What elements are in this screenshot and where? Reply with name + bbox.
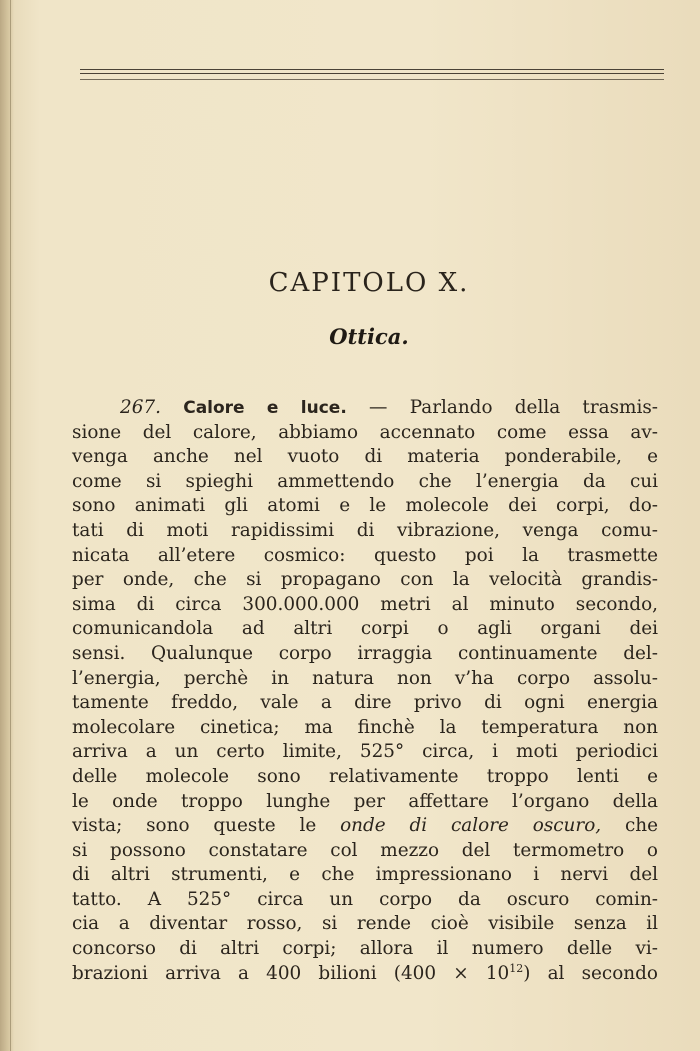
text-line: concorso di altri corpi; allora il numero delle vi-: [72, 938, 658, 960]
text-line: tamente freddo, vale a dire privo di ogni energia: [72, 692, 658, 714]
text-segment: vista; sono queste le: [72, 815, 341, 837]
text-line: sensi. Qualunque corpo irraggia continuamente del-: [72, 642, 658, 664]
section-title: Ottica.: [329, 324, 409, 349]
text-line: cia a diventar rosso, si rende cioè visibile senza il: [72, 913, 658, 935]
text-line: tatto. A 525° circa un corpo da oscuro comin-: [72, 888, 658, 910]
text-line: come si spieghi ammettendo che l’energia da cui: [72, 470, 658, 492]
text-line: venga anche nel vuoto di materia ponderabile, e: [72, 446, 658, 468]
italic-term: onde di calore oscuro,: [340, 815, 602, 837]
text-line: molecolare cinetica; ma finchè la temperatura non: [72, 716, 658, 738]
text-segment: — Parlando della trasmis-: [346, 397, 658, 418]
text-line: nicata all’etere cosmico: questo poi la trasmette: [72, 544, 658, 566]
text-segment: brazioni arriva a 400 bilioni (400 × 10: [72, 962, 510, 984]
text-line: delle molecole sono relativamente troppo lenti e: [72, 765, 658, 787]
text-line: sione del calore, abbiamo accennato come essa av-: [72, 421, 658, 443]
paragraph-number: 267.: [120, 397, 161, 418]
body-paragraph: [72, 396, 658, 986]
chapter-title: CAPITOLO X.: [268, 268, 470, 298]
text-line: tati di moti rapidissimi di vibrazione, venga comu-: [72, 519, 658, 541]
text-segment: che: [601, 815, 659, 837]
binding-edge-line: [10, 0, 11, 1051]
paragraph-heading: Calore e luce.: [183, 398, 347, 418]
text-line: per onde, che si propagano con la velocità grandis-: [72, 569, 658, 591]
text-line: [72, 396, 658, 421]
exponent: 12: [509, 961, 524, 975]
text-line: di altri strumenti, e che impressionano i nervi del: [72, 864, 658, 886]
text-line: comunicandola ad altri corpi o agli organi dei: [72, 618, 658, 640]
header-rule-top: [80, 69, 664, 70]
header-rule-middle: [80, 73, 664, 74]
text-segment: ) al secondo: [523, 962, 658, 984]
text-line: [72, 814, 658, 839]
text-line: sono animati gli atomi e le molecole dei corpi, do-: [72, 495, 658, 517]
text-line: l’energia, perchè in natura non v’ha corpo assolu-: [72, 667, 658, 689]
text-line: [72, 962, 658, 987]
text-line: sima di circa 300.000.000 metri al minuto secondo,: [72, 593, 658, 615]
text-line: si possono constatare col mezzo del termometro o: [72, 839, 658, 861]
text-line: le onde troppo lunghe per affettare l’organo della: [72, 790, 658, 812]
text-line: arriva a un certo limite, 525° circa, i moti periodici: [72, 741, 658, 763]
binding-gutter: [0, 0, 14, 1051]
header-rule-bottom: [80, 79, 664, 80]
